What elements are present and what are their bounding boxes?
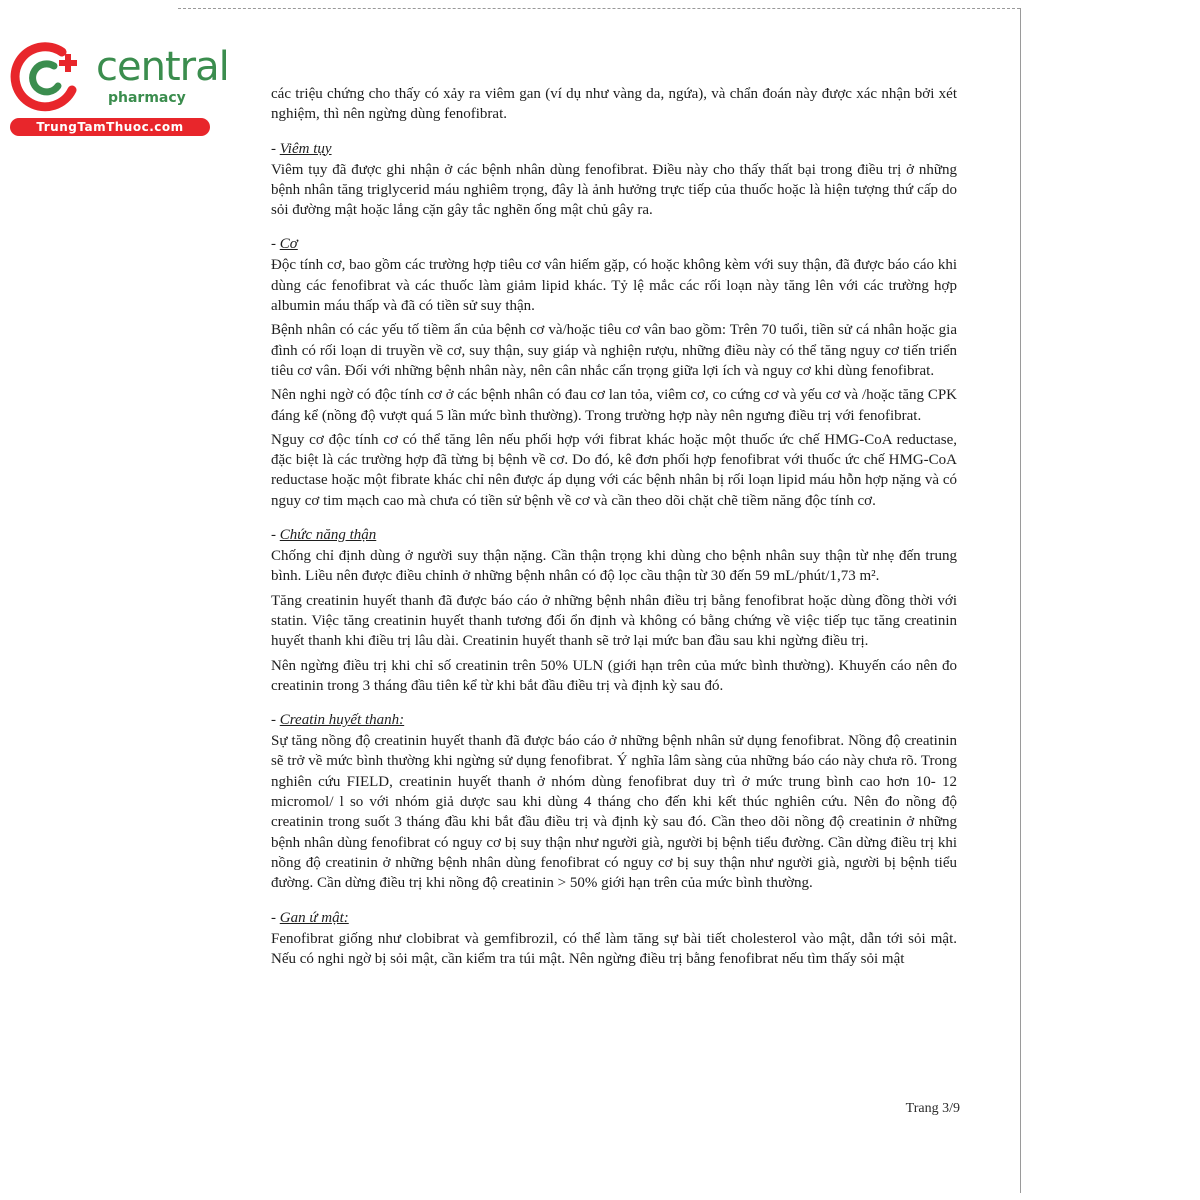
section-heading-title: Chức năng thận <box>279 527 377 544</box>
section-paragraph: Viêm tụy đã được ghi nhận ở các bệnh nhân dùng fenofibrat. Điều này cho thấy thất bại trong điều trị ở những bệnh nhân tăng triglycerid máu nghiêm trọng, đây là ảnh hưởng trực tiếp của thuốc hoặc là hiện tượng thứ cấp do sỏi đường mật hoặc lắng cặn gây tắc nghẽn ống mật chủ gây ra. <box>271 161 957 219</box>
right-border-line <box>1020 8 1021 1193</box>
section-heading-title: Cơ <box>279 236 298 253</box>
section-heading-dash: - <box>271 527 280 544</box>
section-heading <box>271 234 957 254</box>
section-paragraph: Nguy cơ độc tính cơ có thể tăng lên nếu phối hợp với fibrat khác hoặc một thuốc ức chế HMG-CoA reductase, đặc biệt là các trường hợp đã từng bị bệnh về cơ. Do đó, kê đơn phối hợp fenofibrat với thuốc ức chế HMG-CoA reductase hoặc một fibrate khác chỉ nên được áp dụng với các bệnh nhân bị rối loạn lipid máu hỗn hợp nặng và có nguy cơ tim mạch cao mà chưa có tiền sử bệnh về cơ và cần theo dõi chặt chẽ tiềm năng độc tính cơ. <box>271 431 957 509</box>
section-heading <box>271 710 957 730</box>
section-heading <box>271 139 957 159</box>
section-paragraph: Nên nghi ngờ có độc tính cơ ở các bệnh nhân có đau cơ lan tỏa, viêm cơ, co cứng cơ và yếu cơ và /hoặc tăng CPK đáng kể (nồng độ vượt quá 5 lần mức bình thường). Trong trường hợp này nên ngưng điều trị với fenofibrat. <box>271 387 957 424</box>
section-heading-title: Gan ứ mật: <box>279 909 349 926</box>
section-heading-title: Creatin huyết thanh: <box>279 712 405 729</box>
section-heading <box>271 908 957 928</box>
section-heading-dash: - <box>271 140 280 157</box>
section-paragraph: Sự tăng nồng độ creatinin huyết thanh đã được báo cáo ở những bệnh nhân sử dụng fenofibrat. Nồng độ creatinin sẽ trở về mức bình thường khi ngừng sử dụng fenofibrat. Ý nghĩa lâm sàng của những báo cáo này chưa rõ. Trong nghiên cứu FIELD, creatinin huyết thanh ở nhóm dùng fenofibrat duy trì ở mức trung bình cao hơn 10- 12 micromol/ l so với nhóm giả dược sau khi dùng 4 tháng cho đến khi kết thúc nghiên cứu. Nên đo nồng độ creatinin trong suốt 3 tháng đầu khi bắt đầu điều trị và định kỳ sau đó. Cần theo dõi nồng độ creatinin ở những bệnh nhân dùng fenofibrat có nguy cơ bị suy thận như người già, người bị bệnh tiểu đường. Cần dừng điều trị khi nồng độ creatinin ở những bệnh nhân dùng fenofibrat có nguy cơ bị suy thận như người già, người bị bệnh tiểu đường. Cần dừng điều trị khi nồng độ creatinin > 50% giới hạn trên của mức bình thường. <box>271 733 957 892</box>
section-paragraph: Chống chỉ định dùng ở người suy thận nặng. Cần thận trọng khi dùng cho bệnh nhân suy thận từ nhẹ đến trung bình. Liều nên được điều chỉnh ở những bệnh nhân có độ lọc cầu thận từ 30 đến 59 mL/phút/1,73 m². <box>271 548 957 585</box>
section-heading-title: Viêm tụy <box>279 140 332 157</box>
brand-subtitle: pharmacy <box>108 90 186 106</box>
section-paragraph: Fenofibrat giống như clobibrat và gemfibrozil, có thể làm tăng sự bài tiết cholesterol vào mật, dẫn tới sỏi mật. Nếu có nghi ngờ bị sỏi mật, cần kiểm tra túi mật. Nên ngừng điều trị bằng fenofibrat nếu tìm thấy sỏi mật <box>271 930 957 967</box>
intro-paragraph: các triệu chứng cho thấy có xảy ra viêm gan (ví dụ như vàng da, ngứa), và chẩn đoán này được xác nhận bởi xét nghiệm, thì nên ngừng dùng fenofibrat. <box>271 86 957 123</box>
top-border-line <box>178 8 1020 9</box>
section-paragraph: Nên ngừng điều trị khi chỉ số creatinin trên 50% ULN (giới hạn trên của mức bình thường). Khuyến cáo nên đo creatinin trong 3 tháng đầu tiên kể từ khi bắt đầu điều trị và định kỳ sau đó. <box>271 657 957 694</box>
section-heading-dash: - <box>271 236 280 253</box>
website-banner: TrungTamThuoc.com <box>10 118 210 136</box>
central-pharmacy-logo <box>10 38 229 138</box>
section-heading-dash: - <box>271 712 280 729</box>
document-sections <box>271 139 957 970</box>
brand-name: central <box>96 44 229 90</box>
section-paragraph: Độc tính cơ, bao gồm các trường hợp tiêu cơ vân hiếm gặp, có hoặc không kèm với suy thận, đã được báo cáo khi dùng các fenofibrat và các thuốc làm giảm lipid khác. Tỷ lệ mắc các rối loạn này tăng lên với các trường hợp albumin máu thấp và đã có tiền sử suy thận. <box>271 257 957 315</box>
section-heading-dash: - <box>271 909 280 926</box>
page-number: Trang 3/9 <box>905 1101 960 1116</box>
pharmacy-cross-icon <box>10 38 88 114</box>
section-paragraph: Tăng creatinin huyết thanh đã được báo cáo ở những bệnh nhân điều trị bằng fenofibrat hoặc dùng đồng thời với statin. Việc tăng creatinin huyết thanh tương đối ổn định và không có bằng chứng về việc tiếp tục tăng creatinin huyết thanh khi điều trị lâu dài. Creatinin huyết thanh sẽ trở lại mức ban đầu sau khi ngừng điều trị. <box>271 592 957 650</box>
document-body <box>271 84 957 973</box>
section-paragraph: Bệnh nhân có các yếu tố tiềm ẩn của bệnh cơ và/hoặc tiêu cơ vân bao gồm: Trên 70 tuổi, tiền sử cá nhân hoặc gia đình có rối loạn di truyền về cơ, suy thận, suy giáp và nghiện rượu, những điều này có thể tăng nguy cơ tiến triển tiêu cơ vân. Đối với những bệnh nhân này, nên cân nhắc cẩn trọng giữa lợi ích và nguy cơ khi dùng fenofibrat. <box>271 322 957 379</box>
section-heading <box>271 525 957 545</box>
